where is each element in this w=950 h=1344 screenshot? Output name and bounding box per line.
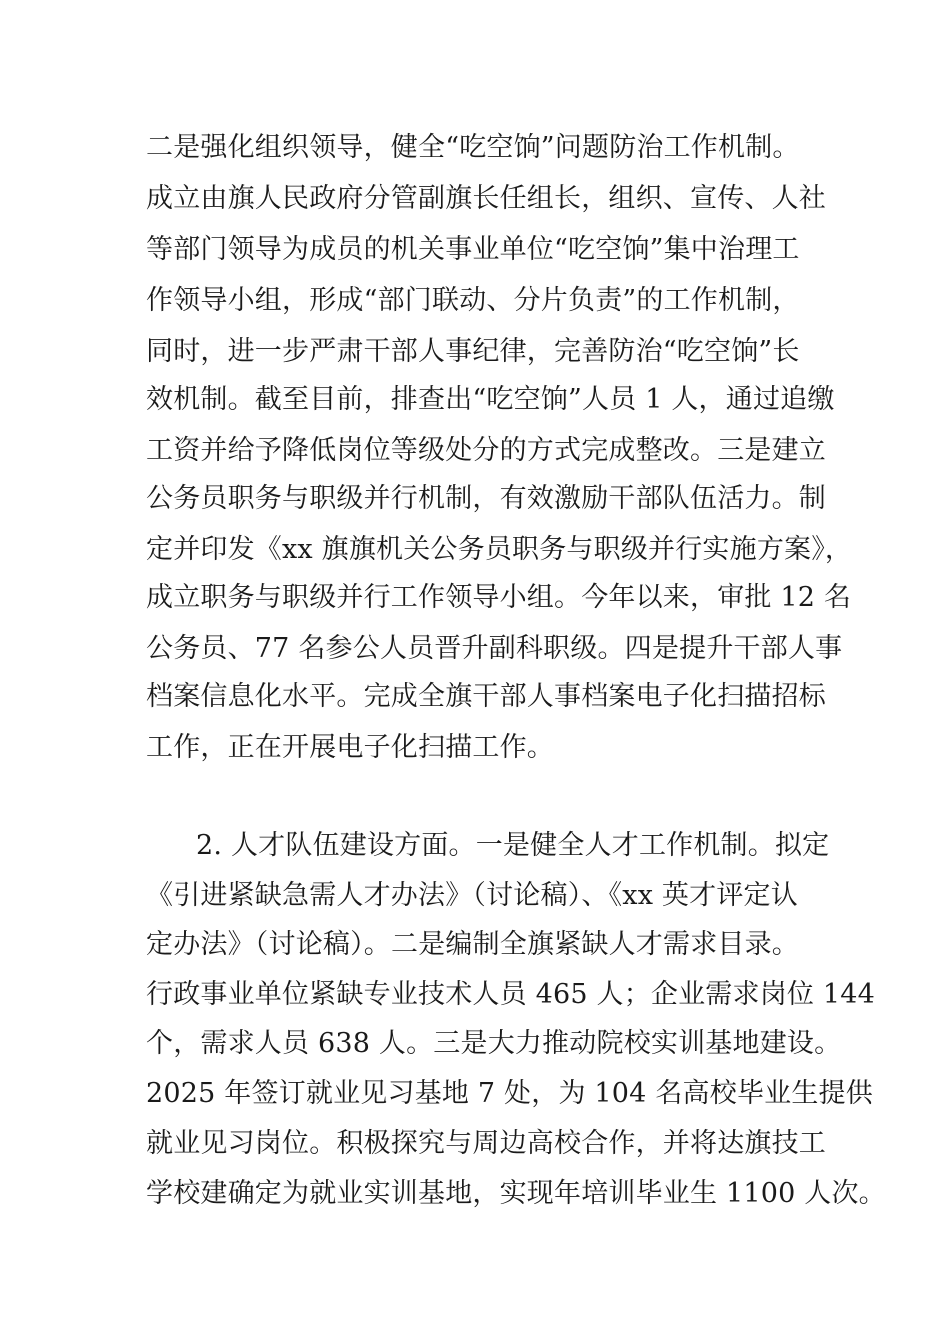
paragraph-1-line-9: 定并印发《xx 旗旗机关公务员职务与职级并行实施方案》， [146,534,853,565]
paragraph-1-line-11: 公务员、77 名参公人员晋升副科职级。四是提升干部人事 [146,633,843,664]
paragraph-1-line-5: 同时，进一步严肃干部人事纪律，完善防治“吃空饷”长 [146,336,800,367]
paragraph-1-line-8: 公务员职务与职级并行机制，有效激励干部队伍活力。制 [146,483,826,514]
paragraph-2-line-8: 学校建确定为就业实训基地，实现年培训毕业生 1100 人次。 [146,1178,886,1209]
paragraph-2-line-5: 个，需求人员 638 人。三是大力推动院校实训基地建设。 [146,1028,842,1059]
paragraph-2-line-4: 行政事业单位紧缺专业技术人员 465 人；企业需求岗位 144 [146,979,876,1010]
paragraph-1-line-7: 工资并给予降低岗位等级处分的方式完成整改。三是建立 [146,435,826,466]
paragraph-1-line-1: 二是强化组织领导，健全“吃空饷”问题防治工作机制。 [146,132,800,163]
paragraph-1-line-10: 成立职务与职级并行工作领导小组。今年以来，审批 12 名 [146,582,852,613]
paragraph-1-line-3: 等部门领导为成员的机关事业单位“吃空饷”集中治理工 [146,234,800,265]
paragraph-2-line-7: 就业见习岗位。积极探究与周边高校合作，并将达旗技工 [146,1128,826,1159]
paragraph-2-line-6: 2025 年签订就业见习基地 7 处，为 104 名高校毕业生提供 [146,1078,873,1109]
paragraph-2-line-1: 2. 人才队伍建设方面。一是健全人才工作机制。拟定 [196,830,830,861]
paragraph-1-line-12: 档案信息化水平。完成全旗干部人事档案电子化扫描招标 [146,681,826,712]
paragraph-1-line-2: 成立由旗人民政府分管副旗长任组长，组织、宣传、人社 [146,183,826,214]
paragraph-1-line-6: 效机制。截至目前，排查出“吃空饷”人员 1 人，通过追缴 [146,384,835,415]
paragraph-2-line-2: 《引进紧缺急需人才办法》（讨论稿）、《xx 英才评定认 [146,880,798,911]
paragraph-1-line-13: 工作，正在开展电子化扫描工作。 [146,732,554,763]
paragraph-2-line-3: 定办法》（讨论稿）。二是编制全旗紧缺人才需求目录。 [146,929,799,960]
paragraph-1-line-4: 作领导小组，形成“部门联动、分片负责”的工作机制， [146,285,800,316]
